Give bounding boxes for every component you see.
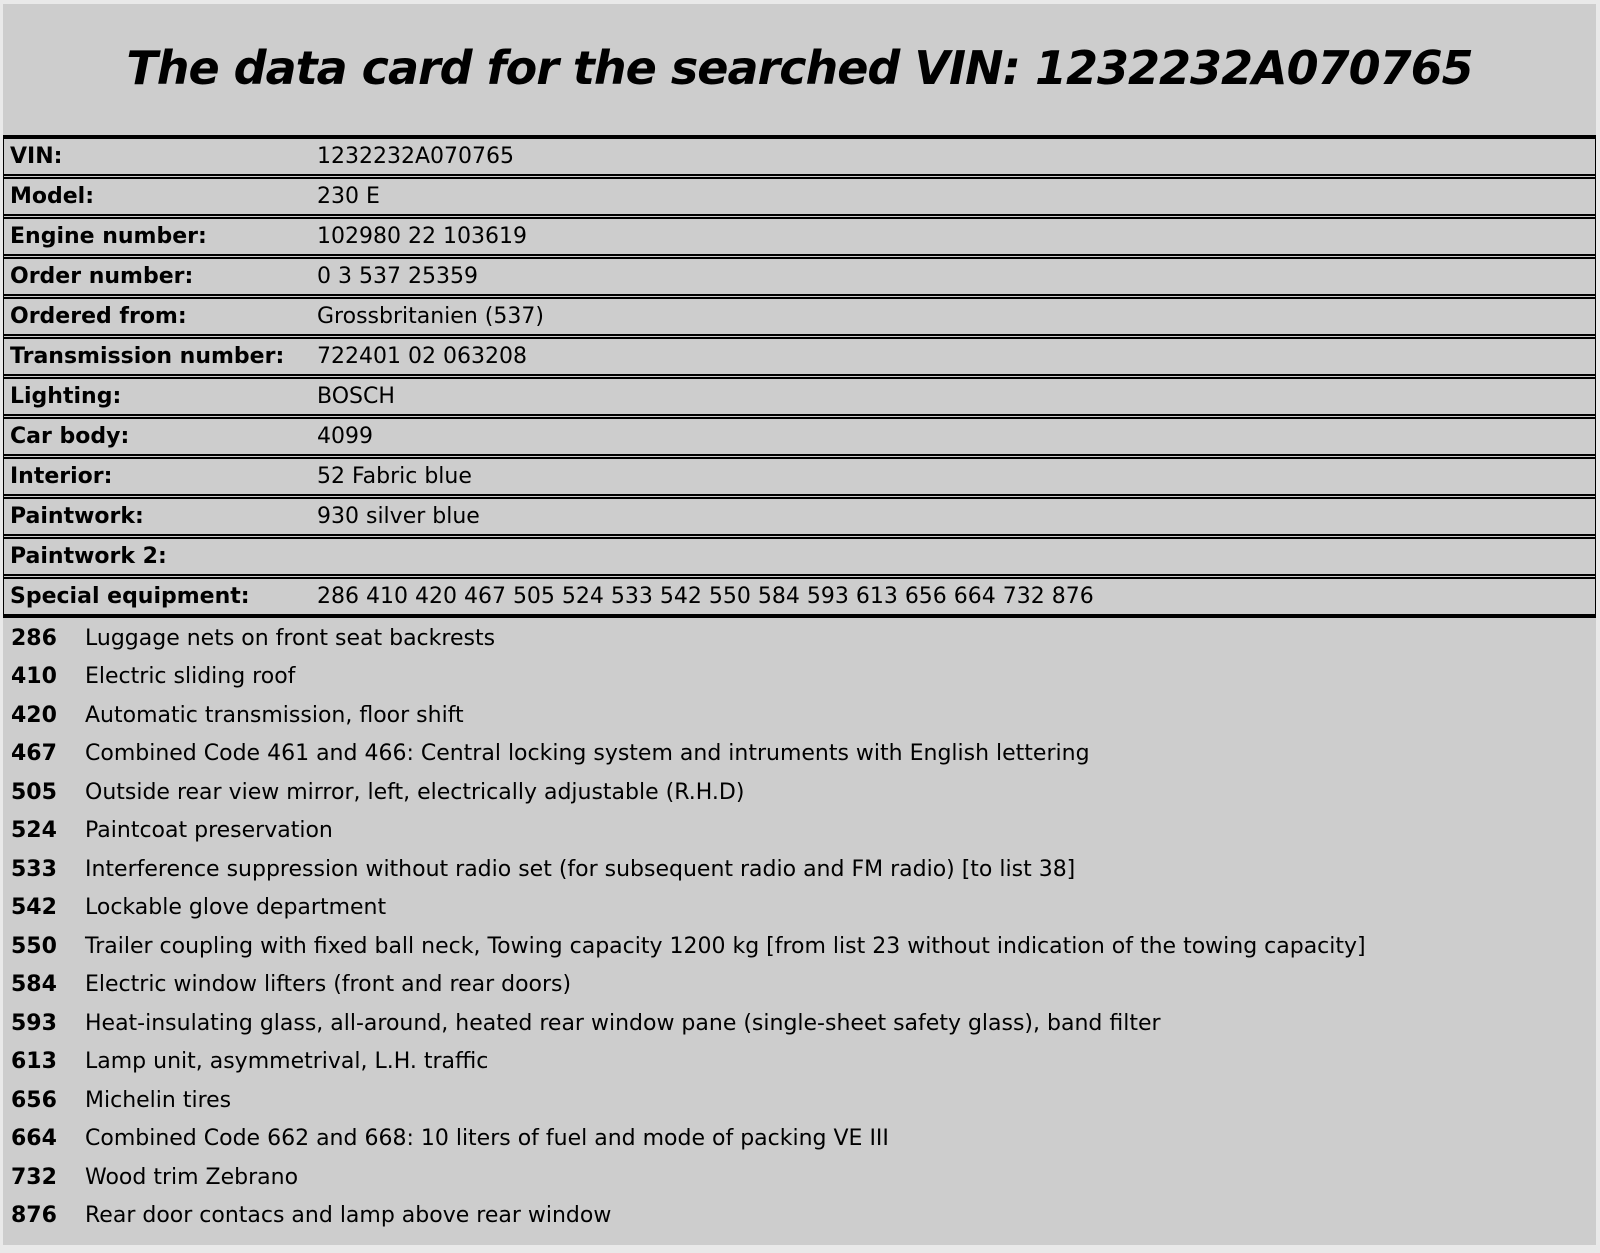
data-card-page [3,4,1596,1245]
page-title: The data card for the searched VIN: 1232232A070765 [126,41,1473,95]
equipment-item [3,1004,1596,1043]
equipment-description: Rear door contacs and lamp above rear window [85,1203,612,1229]
row-label: Interior: [10,464,113,489]
row-label: Engine number: [10,224,207,249]
table-row [4,417,1595,456]
table-row [4,217,1595,256]
equipment-code: 542 [11,895,57,921]
table-row [4,257,1595,296]
table-row [4,537,1595,576]
equipment-item [3,1120,1596,1159]
equipment-description: Combined Code 662 and 668: 10 liters of fuel and mode of packing VE III [85,1126,889,1152]
row-label: Lighting: [10,384,122,409]
row-label: Order number: [10,264,194,289]
equipment-code: 286 [11,625,57,651]
row-value: 52 Fabric blue [317,464,472,489]
row-value: 1232232A070765 [317,144,515,169]
row-value: 722401 02 063208 [317,344,527,369]
equipment-code: 593 [11,1010,57,1036]
equipment-code: 664 [11,1126,57,1152]
equipment-item [3,773,1596,812]
table-row [4,297,1595,336]
row-label: VIN: [10,144,63,169]
table-row [4,457,1595,496]
row-value: 4099 [317,424,373,449]
row-label: Transmission number: [10,344,285,369]
table-row [4,377,1595,416]
equipment-code: 876 [11,1203,57,1229]
equipment-item [3,658,1596,697]
equipment-code: 410 [11,664,57,690]
equipment-item [3,1043,1596,1082]
row-label: Model: [10,184,95,209]
equipment-code: 613 [11,1049,57,1075]
table-row [4,337,1595,376]
table-row [4,137,1595,176]
equipment-item [3,1158,1596,1197]
equipment-item [3,850,1596,889]
equipment-description: Automatic transmission, floor shift [85,702,464,728]
row-value: 286 410 420 467 505 524 533 542 550 584 593 613 656 664 732 876 [317,584,1094,609]
row-value: 0 3 537 25359 [317,264,478,289]
vehicle-data-table [3,135,1596,618]
equipment-description: Electric window lifters (front and rear doors) [85,972,572,998]
equipment-code: 505 [11,779,57,805]
equipment-code: 420 [11,702,57,728]
equipment-code: 732 [11,1164,57,1190]
equipment-description: Outside rear view mirror, left, electrically adjustable (R.H.D) [85,779,745,805]
equipment-code: 584 [11,972,57,998]
equipment-description: Trailer coupling with fixed ball neck, Towing capacity 1200 kg [from list 23 without indication of the towing capacity] [85,933,1366,959]
row-value: Grossbritanien (537) [317,304,544,329]
equipment-item [3,1081,1596,1120]
equipment-code: 533 [11,856,57,882]
row-label: Special equipment: [10,584,250,609]
equipment-description: Lamp unit, asymmetrival, L.H. traffic [85,1049,489,1075]
equipment-item [3,735,1596,774]
equipment-description: Lockable glove department [85,895,387,921]
equipment-description: Michelin tires [85,1087,232,1113]
row-label: Ordered from: [10,304,187,329]
row-label: Paintwork 2: [10,544,167,569]
equipment-description: Interference suppression without radio set (for subsequent radio and FM radio) [to list 38] [85,856,1076,882]
row-label: Paintwork: [10,504,144,529]
equipment-description: Heat-insulating glass, all-around, heated rear window pane (single-sheet safety glass), band filter [85,1010,1161,1036]
row-label: Car body: [10,424,130,449]
equipment-code: 656 [11,1087,57,1113]
equipment-item [3,1197,1596,1236]
row-value: 230 E [317,184,380,209]
equipment-code: 550 [11,933,57,959]
equipment-code-list [3,618,1596,1235]
equipment-item [3,927,1596,966]
table-row [4,177,1595,216]
table-row [4,497,1595,536]
row-value: 102980 22 103619 [317,224,527,249]
equipment-item [3,812,1596,851]
equipment-item [3,966,1596,1005]
equipment-description: Combined Code 461 and 466: Central locking system and intruments with English lettering [85,741,1090,767]
row-value [317,539,1595,574]
equipment-code: 524 [11,818,57,844]
equipment-description: Wood trim Zebrano [85,1164,299,1190]
equipment-code: 467 [11,741,57,767]
equipment-description: Paintcoat preservation [85,818,333,844]
equipment-item [3,889,1596,928]
equipment-item [3,696,1596,735]
row-value: BOSCH [317,384,395,409]
row-value: 930 silver blue [317,504,480,529]
equipment-item [3,619,1596,658]
equipment-description: Electric sliding roof [85,664,296,690]
equipment-description: Luggage nets on front seat backrests [85,625,496,651]
table-row [4,577,1595,616]
